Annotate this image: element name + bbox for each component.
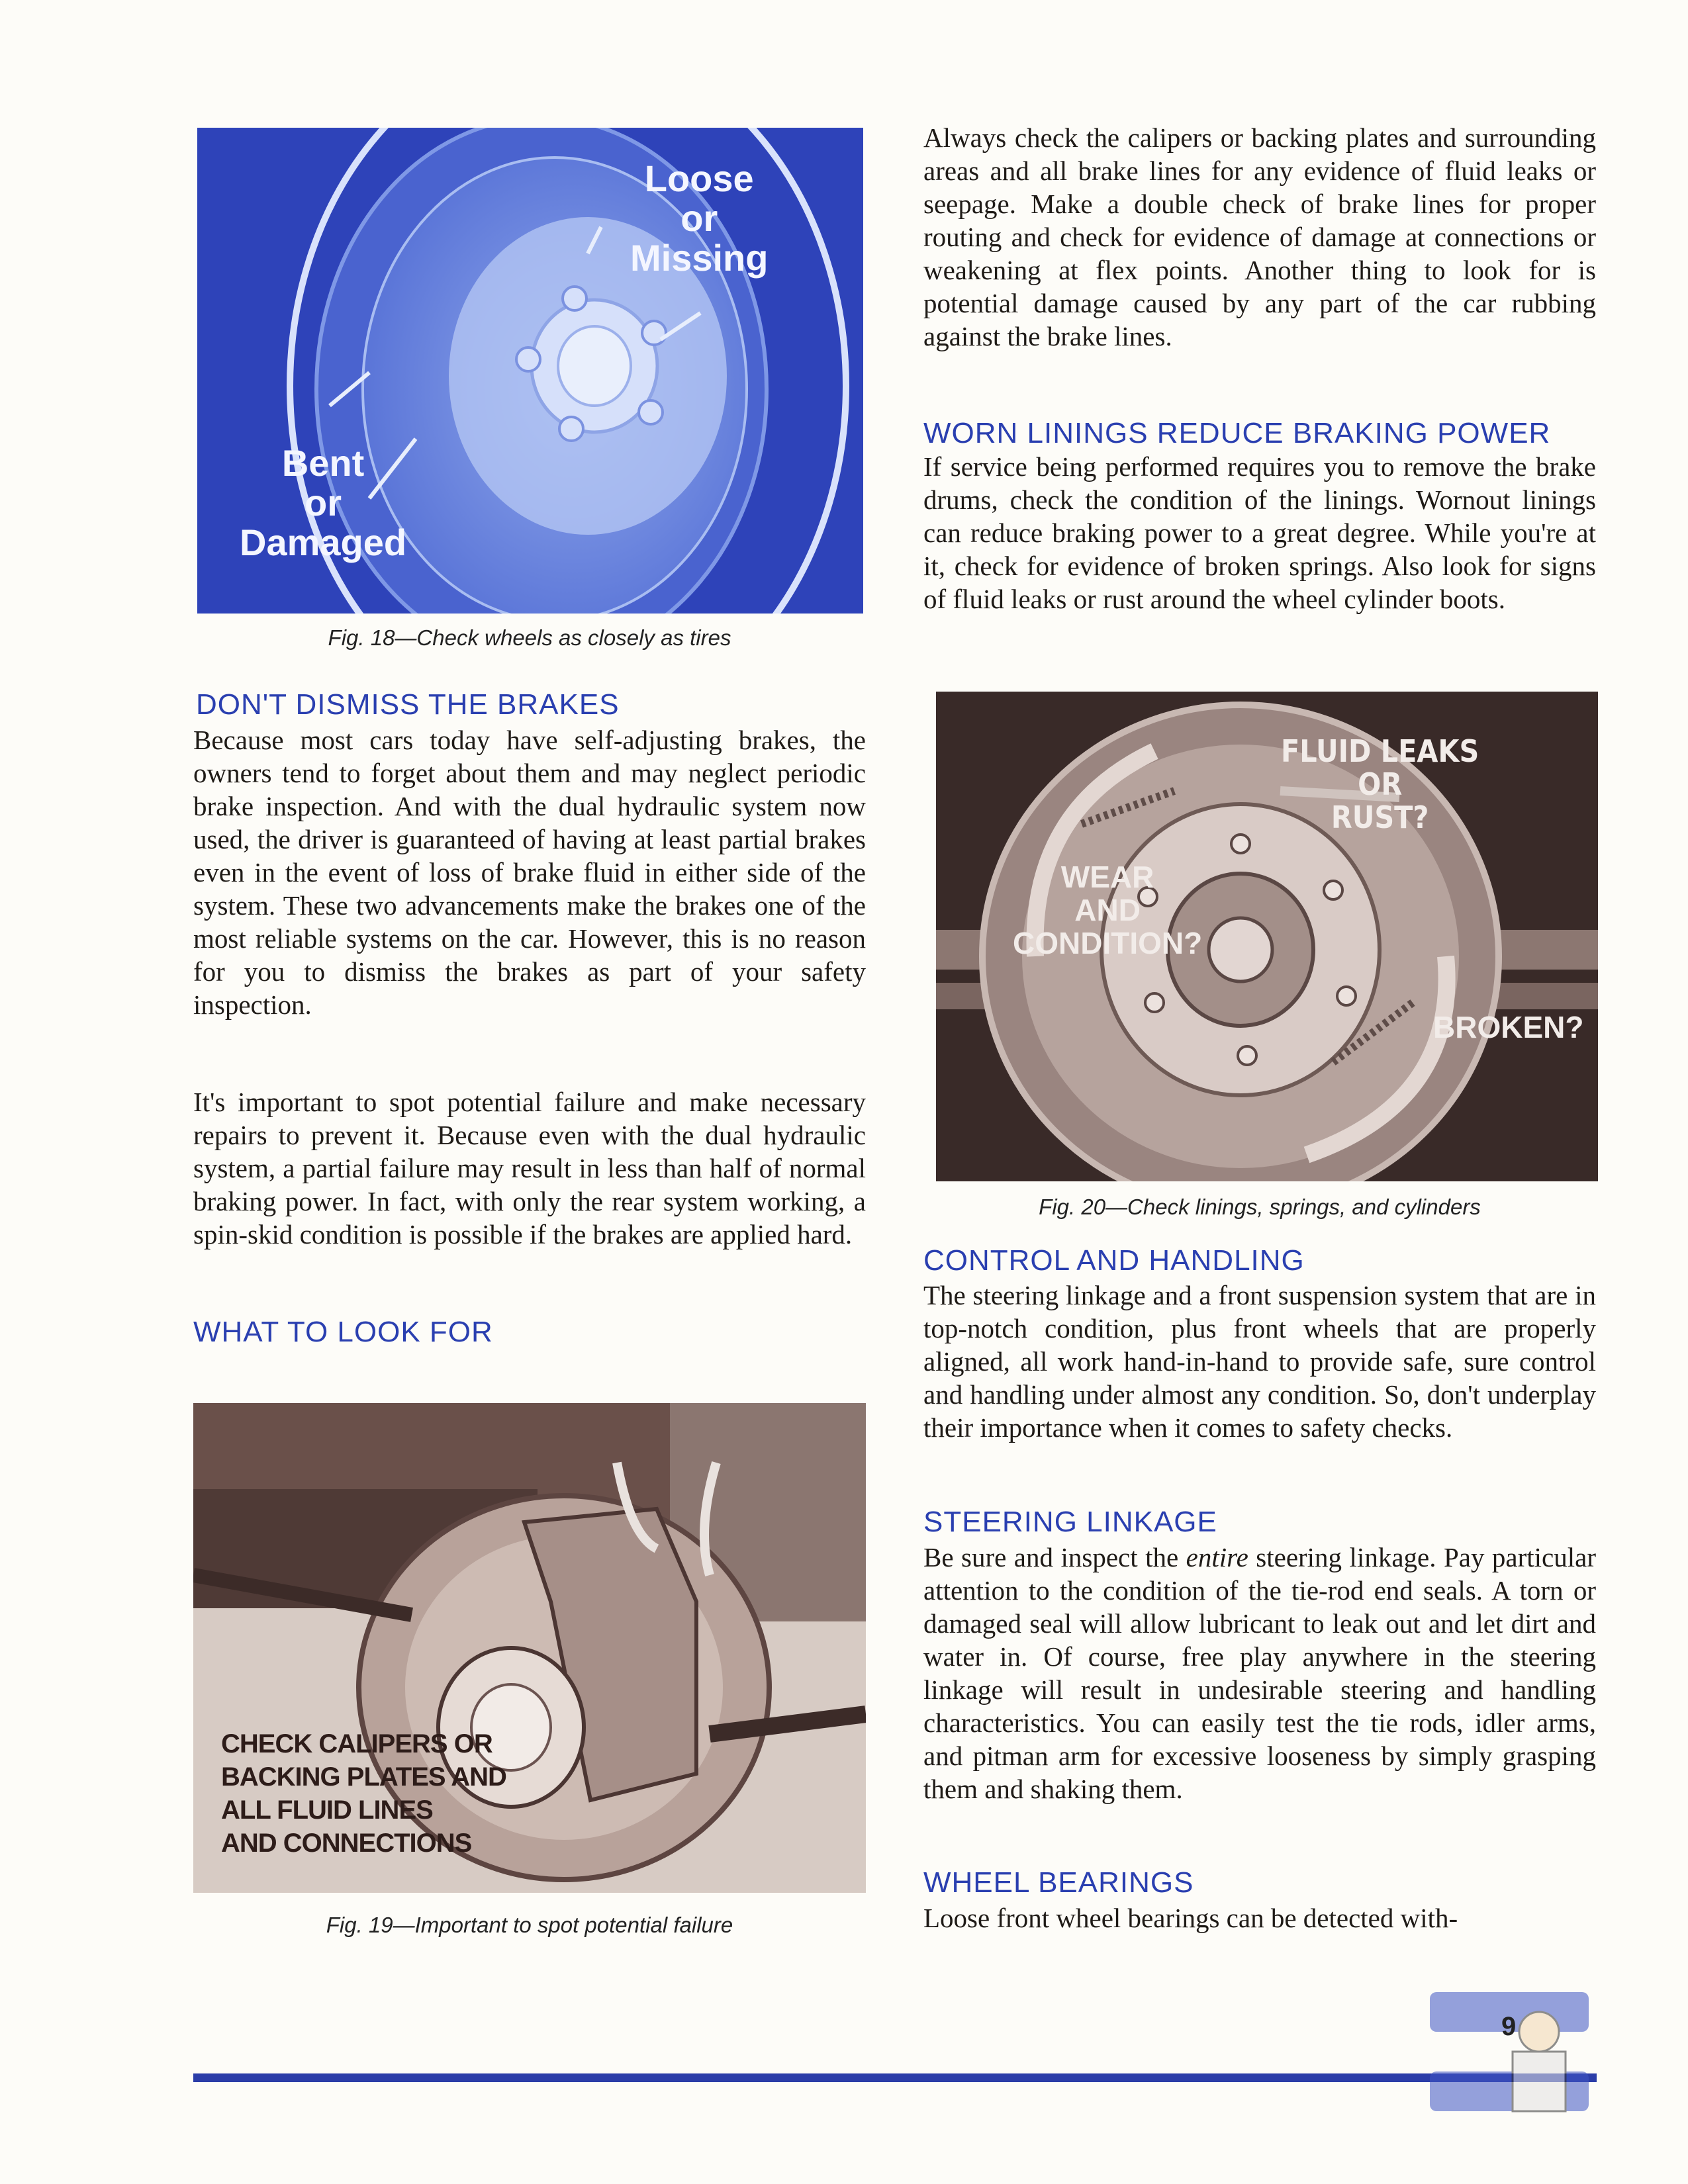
fig19-label-check-calipers: CHECK CALIPERS OR BACKING PLATES AND ALL FLUID LINES AND CONNECTIONS (221, 1729, 506, 1858)
fig20-label-wear-condition: WEAR AND CONDITION? (1013, 860, 1203, 960)
heading-wheel-bearings: WHEEL BEARINGS (923, 1866, 1194, 1899)
bottom-rule (193, 2073, 1597, 2082)
control-paragraph-1: The steering linkage and a front suspension system that are in top-notch condition, plus front wheels that are properly aligned, all work hand-in-hand to provide safe, sure control and handling under almost any condition. So, don't underplay their importance when it comes to safety checks. (923, 1280, 1596, 1443)
steering-paragraph-1 (923, 1541, 1596, 1805)
look-for-paragraph-1: Always check the calipers or backing plates and surrounding areas and all brake lines for any evidence of fluid leaks or seepage. Make a double check of brake lines for proper routing and check for evidence of damage at connections or weakening at flex points. Another thing to look for is potential damage caused by any part of the car rubbing against the brake lines. (923, 122, 1596, 351)
brakes-paragraph-1: Because most cars today have self-adjusting brakes, the owners tend to forget about them and may neglect periodic brake inspection. And with the dual hydraulic system now used, the driver is guaranteed of having at least partial brakes even in the event of loss of brake fluid in either side of the system. These two advancements make the brakes one of the most reliable systems on the car. However, this is no reason for you to dismiss the brakes as part of your safety inspection. (193, 725, 866, 1020)
brakes-paragraph-2: It's important to spot potential failure and make necessary repairs to prevent it. Because even with the dual hydraulic system, a partial failure may result in less than half of normal braking power. In fact, with only the rear system working, a spin-skid condition is possible if the brakes are applied hard. (193, 1087, 866, 1250)
watermark-logo (1423, 1985, 1595, 2124)
heading-dont-dismiss-brakes: DON'T DISMISS THE BRAKES (196, 688, 620, 721)
fig18-label-loose: Loose or Missing (630, 158, 769, 279)
steering-text-b: steering linkage. Pay particular attention to the condition of the tie-rod end seals. A torn or damaged seal will allow lubricant to leak out and let dirt and water in. Of course, free play anywhere in the steering linkage will result in undesirable steering and handling characteristics. You can easily test the tie rods, idler arms, and pitman arm for excessive looseness by simply grasping them and shaking them. (923, 1542, 1596, 1804)
steering-text-a: Be sure and inspect the (923, 1542, 1186, 1572)
steering-text-emphasis: entire (1186, 1542, 1248, 1572)
fig20-label-fluid-leaks: FLUID LEAKS OR RUST? (1281, 733, 1479, 835)
fig18-caption: Fig. 18—Check wheels as closely as tires (328, 625, 731, 650)
heading-control-handling: CONTROL AND HANDLING (923, 1244, 1305, 1277)
bearings-paragraph-1: Loose front wheel bearings can be detected with- (923, 1903, 1458, 1933)
fig19-caption: Fig. 19—Important to spot potential failure (326, 1913, 733, 1937)
heading-what-to-look-for: WHAT TO LOOK FOR (193, 1316, 493, 1348)
fig20-caption: Fig. 20—Check linings, springs, and cylinders (1039, 1195, 1481, 1219)
linings-paragraph-1: If service being performed requires you to remove the brake drums, check the condition of the linings. Wornout linings can reduce braking power to a great degree. While you're at it, check for evidence of broken springs. Also look for signs of fluid leaks or rust around the wheel cylinder boots. (923, 451, 1596, 614)
heading-worn-linings: WORN LININGS REDUCE BRAKING POWER (923, 417, 1551, 449)
heading-steering-linkage: STEERING LINKAGE (923, 1506, 1217, 1538)
page-number: 9 (1501, 2012, 1517, 2041)
fig20-label-broken: BROKEN? (1433, 1010, 1584, 1044)
fig18-label-bent: Bent or Damaged (240, 442, 407, 563)
